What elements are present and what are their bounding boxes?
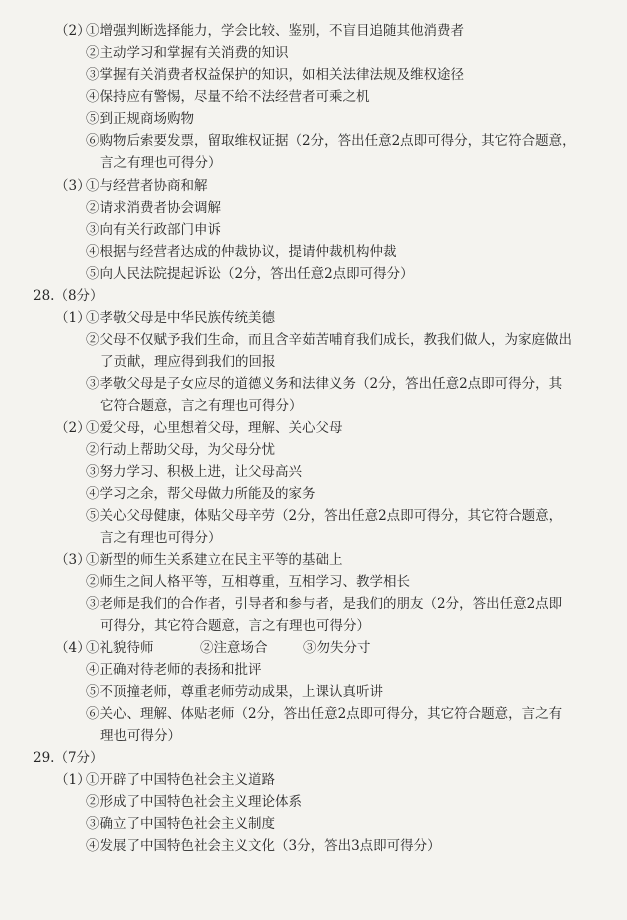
q28-part1-item-2-cont: 了贡献，理应得到我们的回报 (100, 354, 276, 370)
q28-part1-item-2: ②父母不仅赋予我们生命，而且含辛茹苦哺育我们成长，教我们做人，为家庭做出 (86, 332, 572, 348)
q27-part3-label: （3） (55, 178, 91, 194)
q27-part2-item-1: ①增强判断选择能力，学会比较、鉴别，不盲目追随其他消费者 (86, 23, 464, 39)
q28-part2-item-5-cont: 言之有理也可得分） (100, 530, 222, 546)
q28-part3-item-3-cont: 可得分，其它符合题意，言之有理也可得分） (100, 618, 370, 634)
q27-part3-item-1: ①与经营者协商和解 (86, 178, 208, 194)
q28-part3-item-2: ②师生之间人格平等，互相尊重，互相学习、教学相长 (86, 574, 410, 590)
q28-part4-item-6-cont: 理也可得分） (100, 728, 181, 744)
q29-title: 29.（7分） (33, 750, 104, 766)
q29-part1-item-4: ④发展了中国特色社会主义文化（3分，答出3点即可得分） (86, 838, 441, 854)
q28-part4-item-1: ①礼貌待师 (86, 640, 154, 656)
q28-part2-item-4: ④学习之余，帮父母做力所能及的家务 (86, 486, 316, 502)
q28-part4-item-5: ⑤不顶撞老师，尊重老师劳动成果，上课认真听讲 (86, 684, 383, 700)
q29-part1-item-1: ①开辟了中国特色社会主义道路 (86, 772, 275, 788)
q27-part2-item-2: ②主动学习和掌握有关消费的知识 (86, 45, 289, 61)
q28-part3-item-1: ①新型的师生关系建立在民主平等的基础上 (86, 552, 343, 568)
q27-part3-item-4: ④根据与经营者达成的仲裁协议，提请仲裁机构仲裁 (86, 244, 397, 260)
q27-part2-item-5: ⑤到正规商场购物 (86, 111, 194, 127)
q28-part4-item-3: ③勿失分寸 (303, 640, 371, 656)
q27-part3-item-3: ③向有关行政部门申诉 (86, 222, 221, 238)
q27-part2-item-3: ③掌握有关消费者权益保护的知识，如相关法律法规及维权途径 (86, 67, 464, 83)
q28-part2-item-3: ③努力学习、积极上进，让父母高兴 (86, 464, 302, 480)
q28-part1-label: （1） (55, 310, 91, 326)
q28-part4-item-4: ④正确对待老师的表扬和批评 (86, 662, 262, 678)
q28-part2-label: （2） (55, 420, 91, 436)
q28-part2-item-1: ①爱父母，心里想着父母，理解、关心父母 (86, 420, 343, 436)
q28-part4-item-2: ②注意场合 (200, 640, 268, 656)
q28-part3-item-3: ③老师是我们的合作者，引导者和参与者，是我们的朋友（2分，答出任意2点即 (86, 596, 563, 612)
q28-part3-label: （3） (55, 552, 91, 568)
q28-part4-item-6: ⑥关心、理解、体贴老师（2分，答出任意2点即可得分，其它符合题意，言之有 (86, 706, 563, 722)
q27-part2-item-4: ④保持应有警惕，尽量不给不法经营者可乘之机 (86, 89, 370, 105)
q28-part4-label: （4） (55, 640, 91, 656)
q29-part1-label: （1） (55, 772, 91, 788)
q27-part2-item-6-cont: 言之有理也可得分） (100, 155, 222, 171)
q28-part2-item-5: ⑤关心父母健康，体贴父母辛劳（2分，答出任意2点即可得分，其它符合题意， (86, 508, 563, 524)
q28-part1-item-3-cont: 它符合题意，言之有理也可得分） (100, 398, 303, 414)
q27-part2-label: （2） (55, 23, 91, 39)
q27-part2-item-6: ⑥购物后索要发票，留取维权证据（2分，答出任意2点即可得分，其它符合题意， (86, 133, 576, 149)
q29-part1-item-2: ②形成了中国特色社会主义理论体系 (86, 794, 302, 810)
q28-part1-item-3: ③孝敬父母是子女应尽的道德义务和法律义务（2分，答出任意2点即可得分，其 (86, 376, 563, 392)
q27-part3-item-2: ②请求消费者协会调解 (86, 200, 221, 216)
q29-part1-item-3: ③确立了中国特色社会主义制度 (86, 816, 275, 832)
q28-title: 28.（8分） (33, 288, 104, 304)
q27-part3-item-5: ⑤向人民法院提起诉讼（2分，答出任意2点即可得分） (86, 266, 414, 282)
q28-part1-item-1: ①孝敬父母是中华民族传统美德 (86, 310, 275, 326)
q28-part2-item-2: ②行动上帮助父母，为父母分忧 (86, 442, 275, 458)
